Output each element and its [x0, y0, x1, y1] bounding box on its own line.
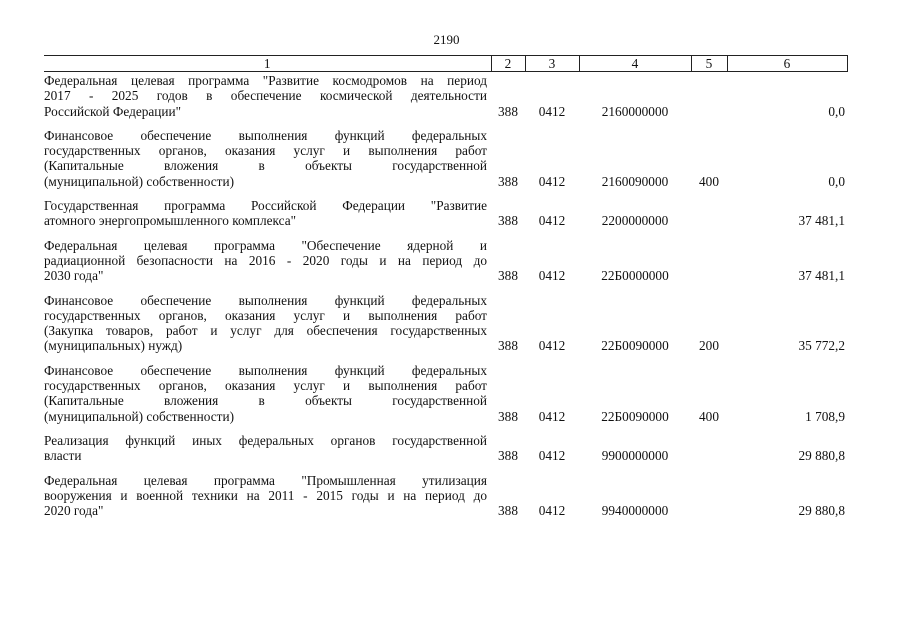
row-amount: 0,0	[828, 103, 845, 119]
row-amount: 1 708,9	[805, 408, 845, 424]
description-line: (муниципальных) нужд)	[44, 338, 183, 354]
description-line: государственных органов, оказания услуг и выполнения работ	[44, 378, 487, 394]
description-line: Федеральная целевая программа "Промышленная утилизация	[44, 472, 487, 488]
description-line: радиационной безопасности на 2016 - 2020 годы и на период до	[44, 252, 487, 268]
header-col-6: 6	[727, 56, 847, 72]
row-section-code: 388	[498, 213, 518, 229]
table-row	[44, 189, 847, 229]
row-amount: 0,0	[828, 173, 845, 189]
row-subsection-code: 0412	[538, 103, 566, 119]
description-line: Финансовое обеспечение выполнения функций федеральных	[44, 127, 487, 143]
row-target-code: 9940000000	[601, 503, 669, 519]
row-amount: 37 481,1	[798, 213, 845, 229]
description-line: (Закупка товаров, работ и услуг для обеспечения государственных	[44, 323, 487, 339]
row-description	[44, 189, 491, 229]
row-subsection-code: 0412	[538, 448, 566, 464]
header-col-3: 3	[525, 56, 579, 72]
row-expense-type	[691, 189, 727, 229]
table-row	[44, 354, 847, 424]
description-line: вооружения и военной техники на 2011 - 2015 годы и на период до	[44, 487, 487, 503]
row-subsection-code: 0412	[538, 338, 566, 354]
table-header	[44, 56, 847, 72]
row-section-code: 388	[498, 338, 518, 354]
description-line: (муниципальной) собственности)	[44, 408, 235, 424]
header-col-5: 5	[691, 56, 727, 72]
budget-table	[44, 55, 848, 518]
header-row	[44, 56, 847, 72]
description-line: Федеральная целевая программа "Развитие космодромов на период	[44, 73, 487, 88]
header-col-4: 4	[579, 56, 691, 72]
row-description	[44, 229, 491, 284]
row-subsection-code: 0412	[538, 408, 566, 424]
row-expense-type	[691, 424, 727, 464]
row-description	[44, 464, 491, 519]
row-description	[44, 354, 491, 424]
row-amount: 29 880,8	[798, 448, 845, 464]
table-row	[44, 284, 847, 354]
description-line: (Капитальные вложения в объекты государственной	[44, 393, 487, 409]
description-line: 2017 - 2025 годов в обеспечение космической деятельности	[44, 88, 487, 104]
row-target-code: 22Б0090000	[601, 408, 669, 424]
description-line: 2020 года"	[44, 503, 104, 519]
row-description	[44, 72, 491, 119]
table-body	[44, 72, 847, 519]
description-line: Финансовое обеспечение выполнения функций федеральных	[44, 362, 487, 378]
row-expense-type: 200	[699, 338, 719, 354]
row-expense-type: 400	[699, 173, 719, 189]
table-row	[44, 72, 847, 119]
row-description	[44, 119, 491, 189]
row-target-code: 22Б0000000	[601, 268, 669, 284]
row-expense-type	[691, 229, 727, 284]
row-section-code: 388	[498, 103, 518, 119]
table-row	[44, 119, 847, 189]
description-line: Реализация функций иных федеральных органов государственной	[44, 432, 487, 448]
table-row	[44, 424, 847, 464]
page-number: 2190	[433, 32, 460, 47]
row-description	[44, 284, 491, 354]
row-description	[44, 424, 491, 464]
row-expense-type	[691, 464, 727, 519]
description-line: Российской Федерации"	[44, 103, 182, 119]
description-line: государственных органов, оказания услуг и выполнения работ	[44, 307, 487, 323]
row-amount: 35 772,2	[798, 338, 845, 354]
description-line: (муниципальной) собственности)	[44, 173, 235, 189]
row-section-code: 388	[498, 268, 518, 284]
row-target-code: 2200000000	[601, 213, 669, 229]
row-target-code: 9900000000	[601, 448, 669, 464]
row-subsection-code: 0412	[538, 173, 566, 189]
description-line: Федеральная целевая программа "Обеспечение ядерной и	[44, 237, 487, 253]
row-target-code: 2160090000	[601, 173, 669, 189]
row-section-code: 388	[498, 448, 518, 464]
description-line: (Капитальные вложения в объекты государственной	[44, 158, 487, 174]
description-line: Государственная программа Российской Федерации "Развитие	[44, 198, 487, 214]
row-subsection-code: 0412	[538, 503, 566, 519]
row-amount: 37 481,1	[798, 268, 845, 284]
table-row	[44, 464, 847, 519]
row-subsection-code: 0412	[538, 213, 566, 229]
row-section-code: 388	[498, 503, 518, 519]
row-target-code: 22Б0090000	[601, 338, 669, 354]
row-subsection-code: 0412	[538, 268, 566, 284]
row-amount: 29 880,8	[798, 503, 845, 519]
table-row	[44, 229, 847, 284]
row-target-code: 2160000000	[601, 103, 669, 119]
header-col-2: 2	[491, 56, 525, 72]
row-expense-type	[691, 72, 727, 119]
row-expense-type: 400	[699, 408, 719, 424]
description-line: государственных органов, оказания услуг и выполнения работ	[44, 143, 487, 159]
header-col-1: 1	[44, 56, 491, 72]
row-section-code: 388	[498, 173, 518, 189]
row-section-code: 388	[498, 408, 518, 424]
description-line: власти	[44, 448, 82, 464]
description-line: 2030 года"	[44, 268, 104, 284]
description-line: атомного энергопромышленного комплекса"	[44, 213, 297, 229]
description-line: Финансовое обеспечение выполнения функций федеральных	[44, 292, 487, 308]
